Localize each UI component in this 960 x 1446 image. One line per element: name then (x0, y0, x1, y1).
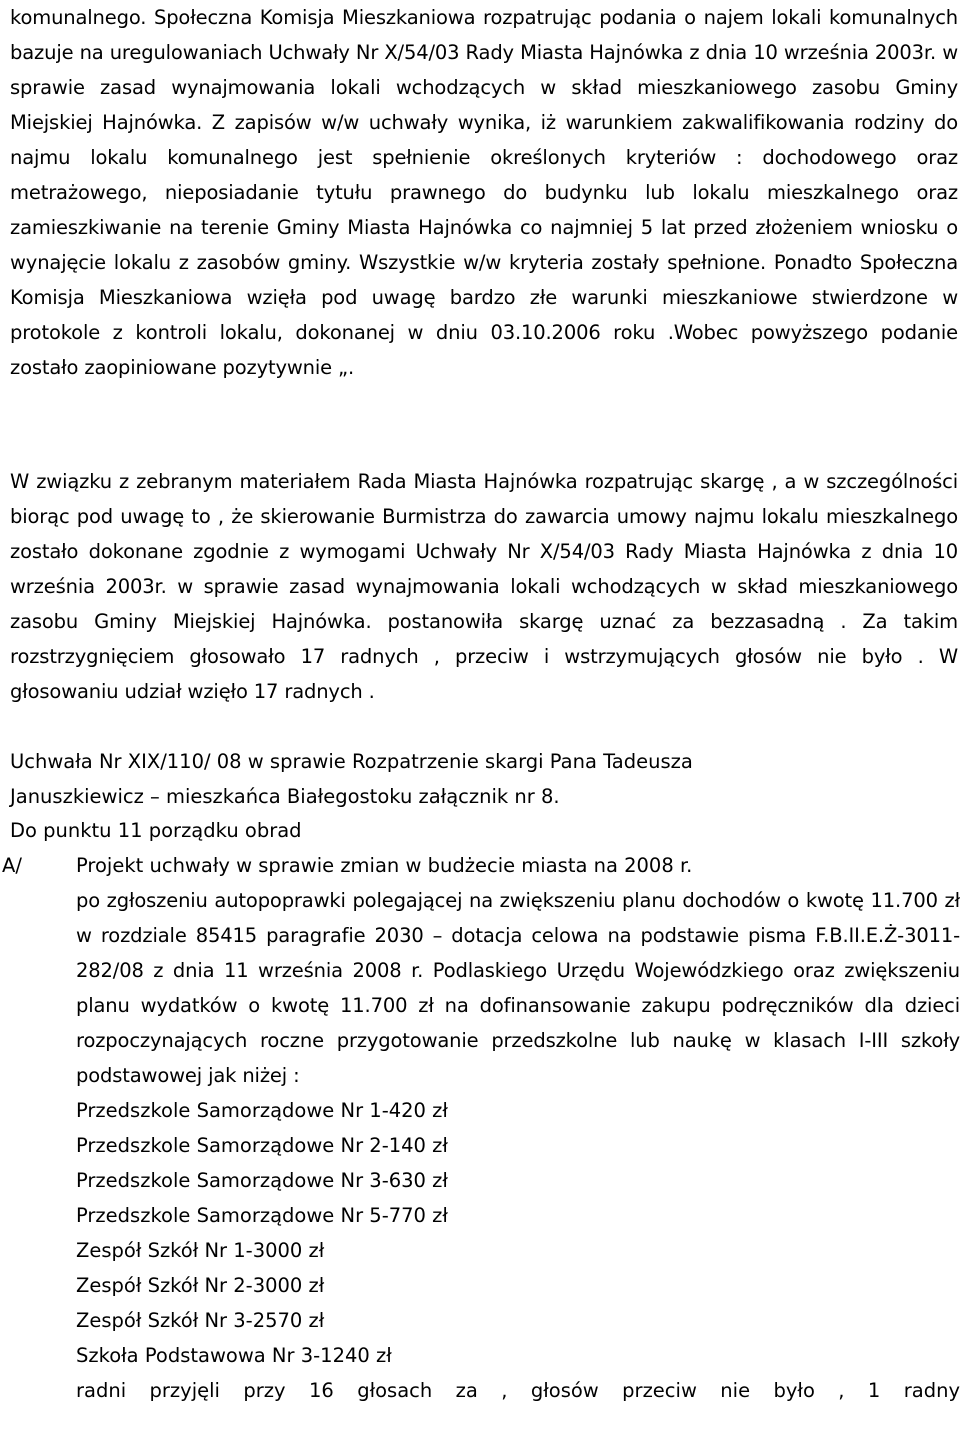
item-a-block (76, 848, 960, 1408)
resolution-title-line1: Uchwała Nr XIX/110/ 08 w sprawie Rozpatrzenie skargi Pana Tadeusza (10, 750, 693, 773)
allocation-item: Przedszkole Samorządowe Nr 3-630 zł (76, 1169, 448, 1192)
agenda-point-heading: Do punktu 11 porządku obrad (10, 819, 302, 842)
allocation-item: Przedszkole Samorządowe Nr 5-770 zł (76, 1204, 448, 1227)
allocation-item: Przedszkole Samorządowe Nr 1-420 zł (76, 1099, 448, 1122)
allocation-item: Przedszkole Samorządowe Nr 2-140 zł (76, 1134, 448, 1157)
item-a-body: po zgłoszeniu autopoprawki polegającej na zwiększeniu planu dochodów o kwotę 11.700 zł w rozdziale 85415 paragrafie 2030 – dotacja celowa na podstawie pisma F.B.II.E.Ż-3011-282/08 z dnia 11 września 2008 r. Podlaskiego Urzędu Wojewódzkiego oraz zwiększeniu planu wydatków o kwotę 11.700 zł na dofinansowanie zakupu podręczników dla dzieci rozpoczynających roczne przygotowanie przedszkolne lub naukę w klasach I-III szkoły podstawowej jak niżej : (76, 889, 960, 1087)
item-a-marker: A/ (2, 854, 22, 877)
paragraph-council-decision: W związku z zebranym materiałem Rada Miasta Hajnówka rozpatrując skargę , a w szczególności biorąc pod uwagę to , że skierowanie Burmistrza do zawarcia umowy najmu lokalu mieszkalnego zostało dokonane zgodnie z wymogami Uchwały Nr X/54/03 Rady Miasta Hajnówka z dnia 10 września 2003r. w sprawie zasad wynajmowania lokali wchodzących w skład mieszkaniowego zasobu Gminy Miejskiej Hajnówka. postanowiła skargę uznać za bezzasadną . Za takim rozstrzygnięciem głosowało 17 radnych , przeciw i wstrzymujących głosów nie było . W głosowaniu udział wzięło 17 radnych . (10, 470, 958, 703)
allocation-list (76, 1093, 960, 1373)
item-a-title: Projekt uchwały w sprawie zmian w budżecie miasta na 2008 r. (76, 854, 693, 877)
vote-result-line: radni przyjęli przy 16 głosach za , głosów przeciw nie było , 1 radny (76, 1379, 960, 1402)
allocation-item: Zespół Szkół Nr 2-3000 zł (76, 1274, 325, 1297)
allocation-item: Zespół Szkół Nr 3-2570 zł (76, 1309, 325, 1332)
allocation-item: Szkoła Podstawowa Nr 3-1240 zł (76, 1344, 392, 1367)
paragraph-housing-commission: komunalnego. Społeczna Komisja Mieszkaniowa rozpatrując podania o najem lokali komunalnych bazuje na uregulowaniach Uchwały Nr X/54/03 Rady Miasta Hajnówka z dnia 10 września 2003r. w sprawie zasad wynajmowania lokali wchodzących w skład mieszkaniowego zasobu Gminy Miejskiej Hajnówka. Z zapisów w/w uchwały wynika, iż warunkiem zakwalifikowania rodziny do najmu lokalu komunalnego jest spełnienie określonych kryteriów : dochodowego oraz metrażowego, nieposiadanie tytułu prawnego do budynku lub lokalu mieszkalnego oraz zamieszkiwanie na terenie Gminy Miasta Hajnówka co najmniej 5 lat przed złożeniem wniosku o wynajęcie lokalu z zasobów gminy. Wszystkie w/w kryteria zostały spełnione. Ponadto Społeczna Komisja Mieszkaniowa wzięła pod uwagę bardzo złe warunki mieszkaniowe stwierdzone w protokole z kontroli lokalu, dokonanej w dniu 03.10.2006 roku .Wobec powyższego podanie zostało zaopiniowane pozytywnie „. (10, 6, 958, 379)
allocation-item: Zespół Szkół Nr 1-3000 zł (76, 1239, 325, 1262)
resolution-title-line2: Januszkiewicz – mieszkańca Białegostoku załącznik nr 8. (10, 785, 560, 808)
